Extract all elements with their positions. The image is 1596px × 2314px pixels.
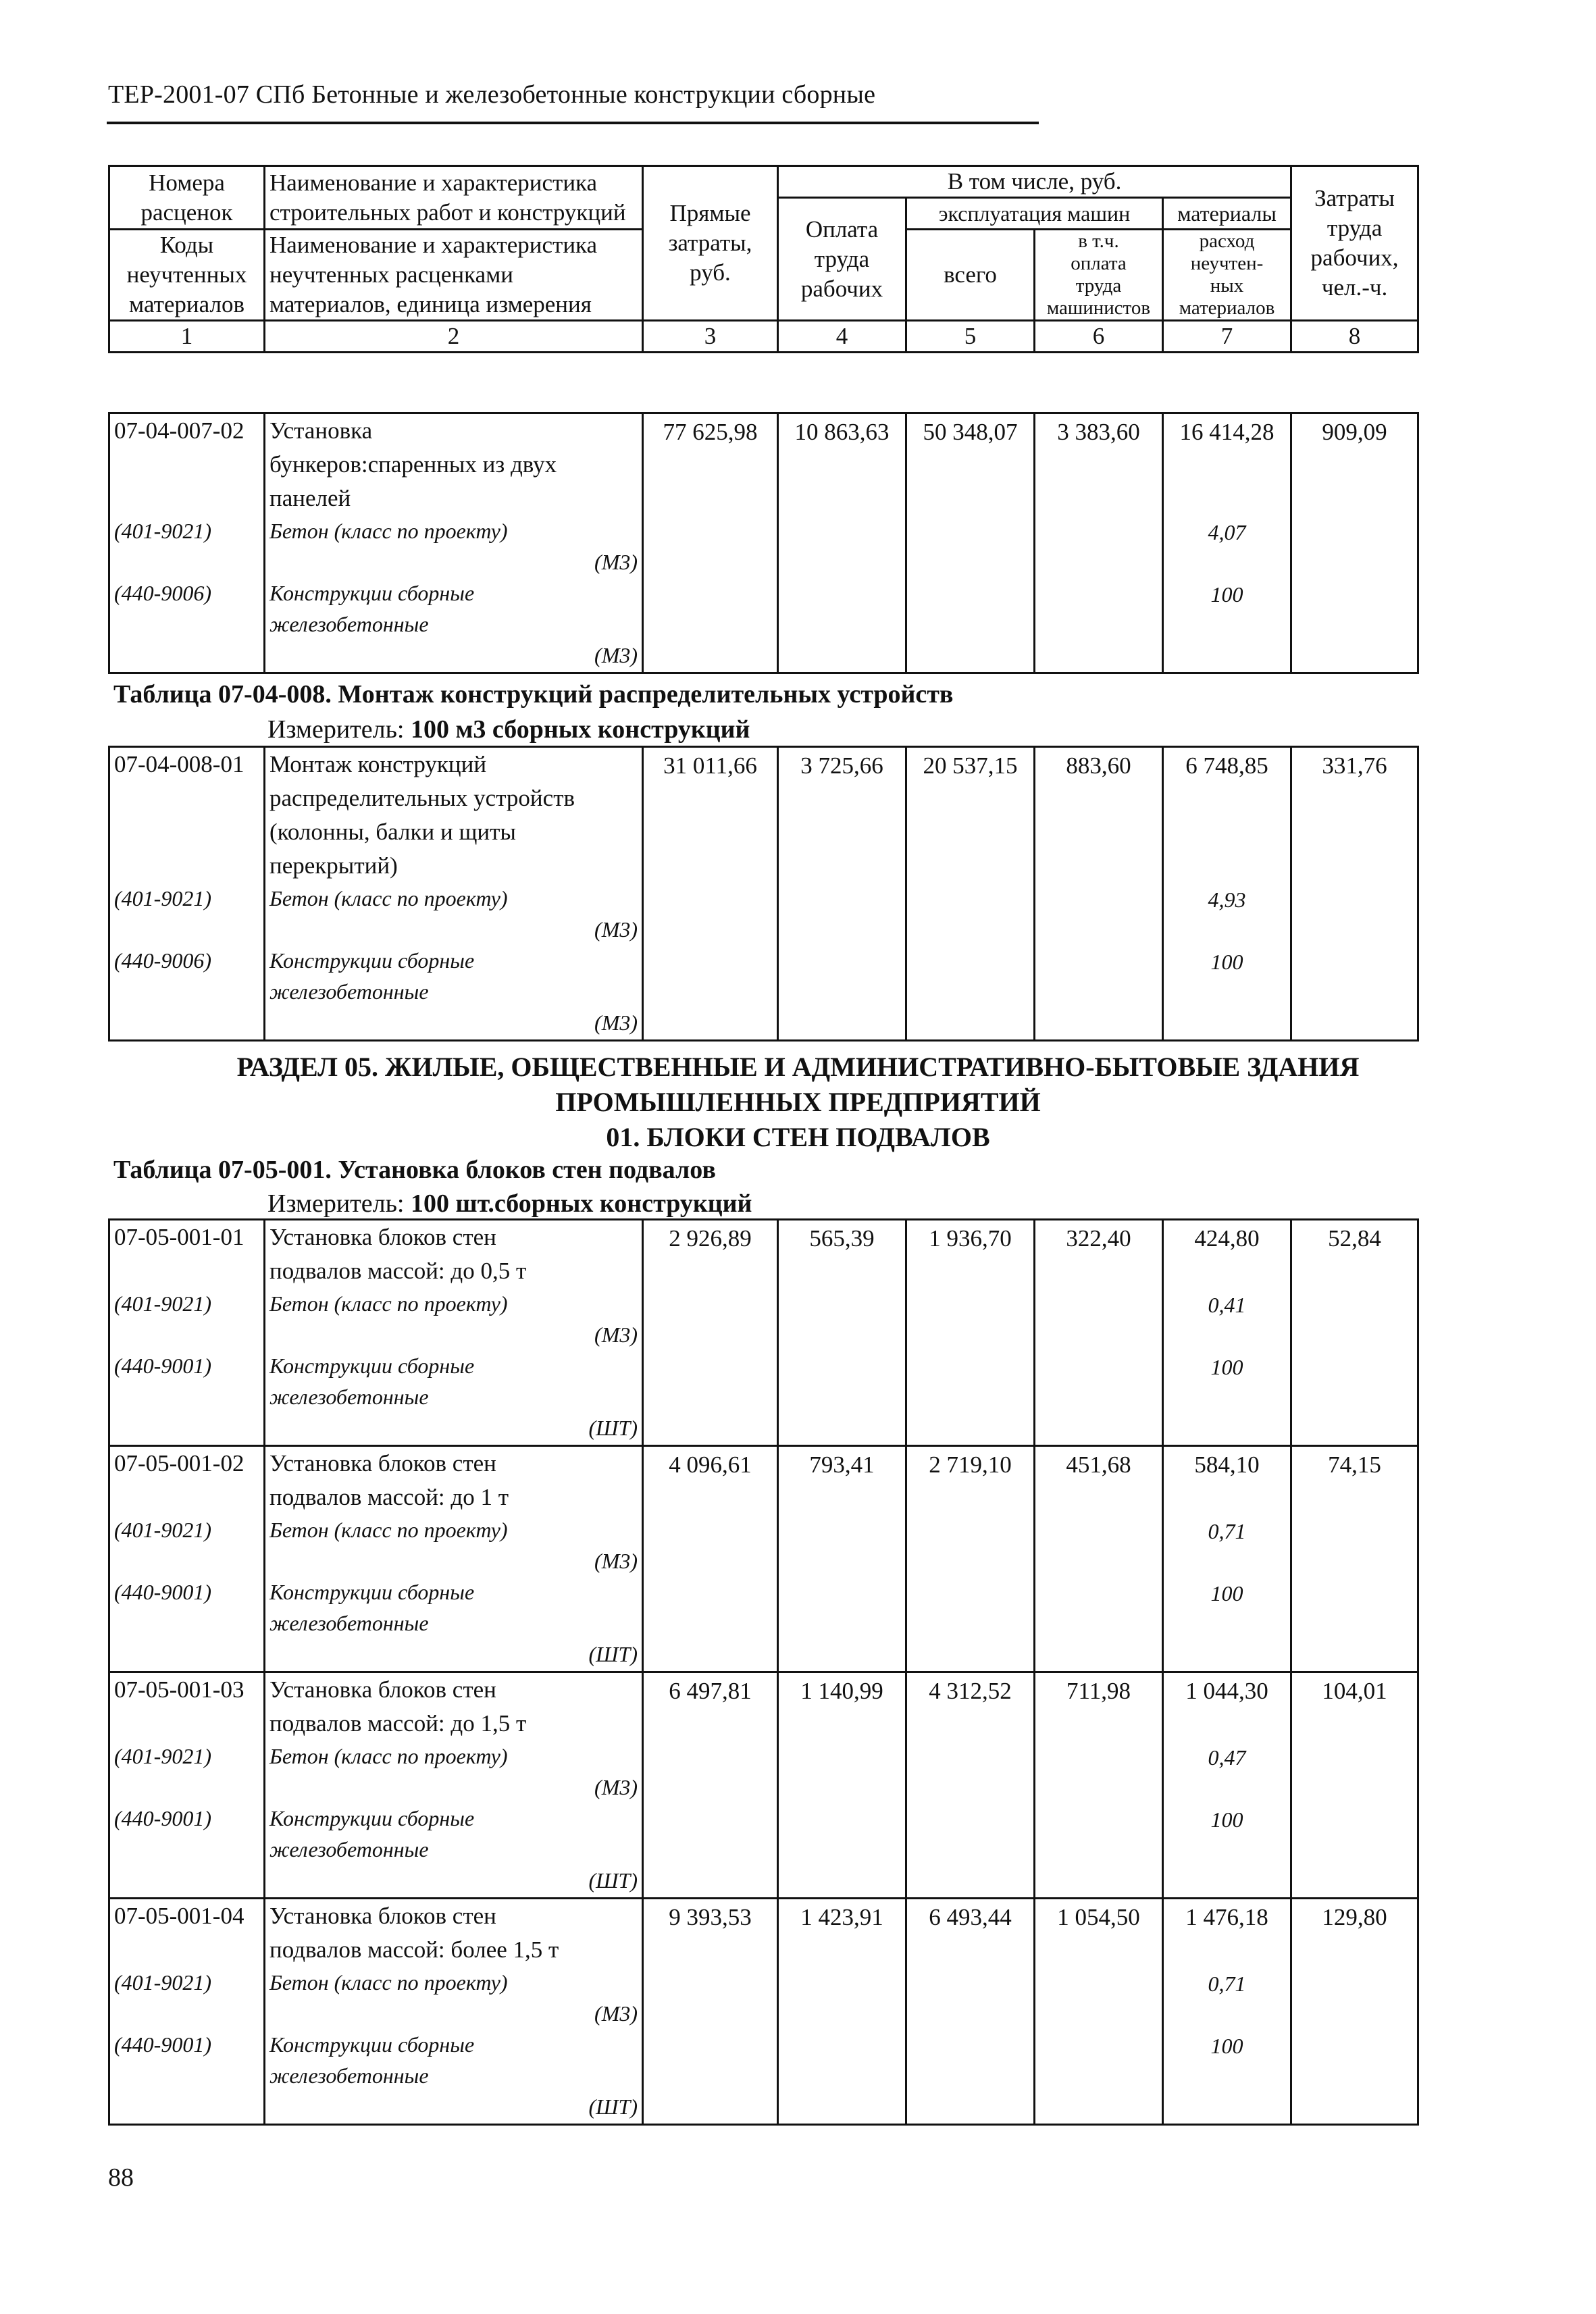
rate-code-cell <box>109 747 265 1041</box>
machines-header: эксплуатация машин <box>906 198 1163 230</box>
rate-name-line: панелей <box>269 485 351 511</box>
material-quantity: 100 <box>1210 1581 1243 1605</box>
material-quantity: 0,71 <box>1208 1972 1246 1996</box>
machines-cost-value: 50 348,07 <box>923 419 1018 445</box>
labor-cost-value: 793,41 <box>809 1451 875 1478</box>
rate-name-line: (колонны, балки и щиты <box>269 819 516 845</box>
page-title: ТЕР-2001-07 СПб Бетонные и железобетонные конструкции сборные <box>108 80 876 109</box>
col-number: 7 <box>1163 321 1291 353</box>
material-quantity: 100 <box>1210 2034 1243 2058</box>
material-quantity: 0,47 <box>1208 1745 1246 1770</box>
col-number: 2 <box>265 321 643 353</box>
material-unit: (ШТ) <box>588 1868 638 1893</box>
material-unit: (М3) <box>594 1549 638 1573</box>
labor-hours-value: 52,84 <box>1328 1225 1381 1252</box>
material-quantity: 4,07 <box>1208 520 1246 544</box>
rate-name-line: подвалов массой: до 1,5 т <box>269 1710 527 1737</box>
labor-hours-value: 129,80 <box>1322 1904 1387 1930</box>
direct-cost-cell <box>643 413 778 673</box>
labor-cost-cell <box>778 1899 906 2125</box>
rate-name-line: перекрытий) <box>269 852 398 879</box>
labor-cost-cell <box>778 413 906 673</box>
direct-cost-value: 2 926,89 <box>669 1225 752 1252</box>
labor-hours-cell <box>1291 413 1418 673</box>
rate-name-line: подвалов массой: до 0,5 т <box>269 1258 527 1284</box>
material-name-line: Бетон (класс по проекту) <box>269 519 508 543</box>
material-code: (440-9006) <box>114 581 211 605</box>
material-name-line: Конструкции сборные <box>269 581 475 605</box>
operators-cost-value: 711,98 <box>1066 1678 1131 1704</box>
operators-cost-value: 1 054,50 <box>1057 1904 1140 1930</box>
direct-cost-value: 31 011,66 <box>663 752 757 779</box>
labor-hours-value: 104,01 <box>1322 1678 1387 1704</box>
col-number: 3 <box>643 321 778 353</box>
material-quantity: 0,41 <box>1208 1293 1246 1317</box>
rates-table-05-001 <box>108 1218 1419 2126</box>
direct-cost-cell <box>643 1446 778 1672</box>
page-number: 88 <box>108 2163 134 2192</box>
col5-header: всего <box>906 230 1035 321</box>
col-number: 4 <box>778 321 906 353</box>
labor-cost-cell <box>778 1446 906 1672</box>
material-code: (401-9021) <box>114 1744 211 1768</box>
subsection-title: 01. БЛОКИ СТЕН ПОДВАЛОВ <box>606 1122 990 1152</box>
col-number: 1 <box>109 321 265 353</box>
labor-hours-value: 909,09 <box>1322 419 1387 445</box>
rate-name-cell <box>265 747 643 1041</box>
labor-hours-value: 331,76 <box>1322 752 1387 779</box>
measure-line: Измеритель: 100 шт.сборных конструкций <box>267 1189 752 1218</box>
labor-cost-value: 565,39 <box>809 1225 875 1252</box>
table-caption: Таблица 07-05-001. Установка блоков стен подвалов <box>113 1156 716 1184</box>
col4-header: Оплата труда рабочих <box>778 198 906 321</box>
material-code: (401-9021) <box>114 886 211 910</box>
rate-code: 07-04-007-02 <box>114 417 244 444</box>
operators-cost-cell <box>1035 1220 1163 1446</box>
material-unit: (М3) <box>594 1322 638 1347</box>
materials-cell <box>1163 1899 1291 2125</box>
machines-cost-cell <box>906 747 1035 1041</box>
material-code: (401-9021) <box>114 1291 211 1316</box>
material-code: (440-9006) <box>114 948 211 973</box>
col-number: 5 <box>906 321 1035 353</box>
rate-name-cell <box>265 1899 643 2125</box>
rate-row <box>109 1672 1418 1899</box>
material-name-line: Бетон (класс по проекту) <box>269 886 508 910</box>
material-unit: (М3) <box>594 550 638 574</box>
operators-cost-cell <box>1035 413 1163 673</box>
material-code: (440-9001) <box>114 1580 211 1604</box>
materials-value: 584,10 <box>1194 1451 1260 1478</box>
direct-cost-value: 4 096,61 <box>669 1451 752 1478</box>
material-quantity: 100 <box>1210 950 1243 974</box>
rate-code: 07-04-008-01 <box>114 751 244 777</box>
rate-name-line: Монтаж конструкций <box>269 751 487 777</box>
labor-hours-cell <box>1291 1220 1418 1446</box>
material-quantity: 100 <box>1210 582 1243 607</box>
col-number: 6 <box>1035 321 1163 353</box>
col6-header: в т.ч. оплата труда машинистов <box>1035 230 1163 321</box>
material-unit: (М3) <box>594 1775 638 1799</box>
direct-cost-value: 77 625,98 <box>663 419 758 445</box>
materials-cell <box>1163 747 1291 1041</box>
rate-row <box>109 747 1418 1041</box>
material-quantity: 100 <box>1210 1807 1243 1832</box>
material-name-line: Бетон (класс по проекту) <box>269 1744 508 1768</box>
material-unit: (М3) <box>594 1010 638 1035</box>
machines-cost-value: 6 493,44 <box>929 1904 1012 1930</box>
rate-code: 07-05-001-01 <box>114 1224 244 1250</box>
rate-name-cell <box>265 1672 643 1899</box>
material-name-line: железобетонные <box>269 1611 429 1635</box>
material-code: (440-9001) <box>114 2032 211 2057</box>
machines-cost-value: 20 537,15 <box>923 752 1018 779</box>
machines-cost-value: 2 719,10 <box>929 1451 1012 1478</box>
operators-cost-cell <box>1035 1672 1163 1899</box>
operators-cost-cell <box>1035 747 1163 1041</box>
rate-row <box>109 1899 1418 2125</box>
rate-row <box>109 1446 1418 1672</box>
direct-cost-cell <box>643 1220 778 1446</box>
rates-table-008 <box>108 746 1419 1042</box>
rate-name-cell <box>265 1220 643 1446</box>
rate-name-cell <box>265 1446 643 1672</box>
rates-table-007 <box>108 412 1419 674</box>
rate-name-line: распределительных устройств <box>269 785 575 811</box>
operators-cost-value: 322,40 <box>1066 1225 1131 1252</box>
col2-header-bottom: Наименование и характеристика неучтенных расценками материалов, единица измерения <box>265 230 643 321</box>
direct-cost-cell <box>643 747 778 1041</box>
machines-cost-cell <box>906 413 1035 673</box>
material-quantity: 4,93 <box>1208 888 1246 912</box>
direct-cost-cell <box>643 1672 778 1899</box>
rate-name-line: Установка блоков стен <box>269 1676 496 1703</box>
direct-cost-value: 6 497,81 <box>669 1678 752 1704</box>
materials-cell <box>1163 1220 1291 1446</box>
materials-value: 1 044,30 <box>1185 1678 1268 1704</box>
rate-code-cell <box>109 1672 265 1899</box>
machines-cost-cell <box>906 1220 1035 1446</box>
rate-name-line: Установка блоков стен <box>269 1224 496 1250</box>
rate-name-line: Установка блоков стен <box>269 1450 496 1476</box>
col1-header-top: Номера расценок <box>109 166 265 230</box>
labor-hours-cell <box>1291 1672 1418 1899</box>
rate-name-cell <box>265 413 643 673</box>
material-quantity: 100 <box>1210 1355 1243 1379</box>
material-unit: (ШТ) <box>588 2094 638 2119</box>
material-unit: (М3) <box>594 917 638 942</box>
material-name-line: Бетон (класс по проекту) <box>269 1291 508 1316</box>
materials-value: 1 476,18 <box>1185 1904 1268 1930</box>
col3-header: Прямые затраты, руб. <box>643 166 778 321</box>
labor-cost-value: 3 725,66 <box>800 752 883 779</box>
machines-cost-cell <box>906 1446 1035 1672</box>
table-caption: Таблица 07-04-008. Монтаж конструкций распределительных устройств <box>113 680 954 709</box>
operators-cost-value: 3 383,60 <box>1057 419 1140 445</box>
material-name-line: Конструкции сборные <box>269 1354 475 1378</box>
rate-row <box>109 1220 1418 1446</box>
material-name-line: железобетонные <box>269 1385 429 1409</box>
direct-cost-cell <box>643 1899 778 2125</box>
materials-value: 6 748,85 <box>1185 752 1268 779</box>
materials-value: 424,80 <box>1194 1225 1260 1252</box>
rate-name-line: бункеров:спаренных из двух <box>269 451 557 478</box>
labor-cost-cell <box>778 1672 906 1899</box>
material-name-line: железобетонные <box>269 612 429 636</box>
materials-cell <box>1163 1446 1291 1672</box>
rate-code-cell <box>109 1899 265 2125</box>
materials-header: материалы <box>1163 198 1291 230</box>
rate-name-line: Установка <box>269 417 373 444</box>
col1-header-bottom: Коды неучтенных материалов <box>109 230 265 321</box>
material-code: (401-9021) <box>114 1518 211 1542</box>
material-code: (401-9021) <box>114 1970 211 1995</box>
labor-hours-cell <box>1291 1899 1418 2125</box>
measure-line: Измеритель: 100 м3 сборных конструкций <box>267 715 750 744</box>
operators-cost-cell <box>1035 1899 1163 2125</box>
operators-cost-value: 883,60 <box>1066 752 1131 779</box>
col-number: 8 <box>1291 321 1418 353</box>
materials-cell <box>1163 413 1291 673</box>
col2-header-top: Наименование и характеристика строительных работ и конструкций <box>265 166 643 230</box>
rate-code: 07-05-001-02 <box>114 1450 244 1476</box>
material-name-line: железобетонные <box>269 1837 429 1861</box>
material-name-line: Бетон (класс по проекту) <box>269 1518 508 1542</box>
labor-hours-cell <box>1291 747 1418 1041</box>
rate-code-cell <box>109 413 265 673</box>
rate-name-line: подвалов массой: более 1,5 т <box>269 1936 559 1963</box>
direct-cost-value: 9 393,53 <box>669 1904 752 1930</box>
material-name-line: железобетонные <box>269 2063 429 2088</box>
labor-cost-value: 1 423,91 <box>800 1904 883 1930</box>
material-unit: (М3) <box>594 643 638 667</box>
labor-cost-cell <box>778 1220 906 1446</box>
operators-cost-value: 451,68 <box>1066 1451 1131 1478</box>
material-name-line: Бетон (класс по проекту) <box>269 1970 508 1995</box>
section-title: РАЗДЕЛ 05. ЖИЛЫЕ, ОБЩЕСТВЕННЫЕ И АДМИНИСТРАТИВНО-БЫТОВЫЕ ЗДАНИЯ <box>236 1052 1360 1082</box>
material-code: (440-9001) <box>114 1806 211 1830</box>
rate-code: 07-05-001-03 <box>114 1676 244 1703</box>
labor-cost-cell <box>778 747 906 1041</box>
operators-cost-cell <box>1035 1446 1163 1672</box>
col7-header: расход неучтен- ных материалов <box>1163 230 1291 321</box>
section-subtitle: ПРОМЫШЛЕННЫХ ПРЕДПРИЯТИЙ <box>555 1087 1041 1117</box>
materials-cell <box>1163 1672 1291 1899</box>
labor-cost-value: 10 863,63 <box>794 419 890 445</box>
material-name-line: железобетонные <box>269 979 429 1004</box>
material-quantity: 0,71 <box>1208 1519 1246 1543</box>
rate-code: 07-05-001-04 <box>114 1903 244 1929</box>
material-name-line: Конструкции сборные <box>269 1806 475 1830</box>
rate-name-line: Установка блоков стен <box>269 1903 496 1929</box>
col8-header: Затраты труда рабочих, чел.-ч. <box>1291 166 1418 321</box>
material-code: (440-9001) <box>114 1354 211 1378</box>
labor-hours-cell <box>1291 1446 1418 1672</box>
labor-cost-value: 1 140,99 <box>800 1678 883 1704</box>
material-name-line: Конструкции сборные <box>269 1580 475 1604</box>
rate-row <box>109 413 1418 673</box>
material-code: (401-9021) <box>114 519 211 543</box>
machines-cost-value: 4 312,52 <box>929 1678 1012 1704</box>
material-unit: (ШТ) <box>588 1642 638 1666</box>
rate-code-cell <box>109 1446 265 1672</box>
rate-name-line: подвалов массой: до 1 т <box>269 1484 509 1510</box>
material-name-line: Конструкции сборные <box>269 2032 475 2057</box>
material-unit: (ШТ) <box>588 1416 638 1440</box>
rate-code-cell <box>109 1220 265 1446</box>
machines-cost-cell <box>906 1672 1035 1899</box>
labor-hours-value: 74,15 <box>1328 1451 1381 1478</box>
material-name-line: Конструкции сборные <box>269 948 475 973</box>
group-header: В том числе, руб. <box>778 166 1291 198</box>
column-header-table <box>108 165 1419 353</box>
materials-value: 16 414,28 <box>1179 419 1275 445</box>
machines-cost-cell <box>906 1899 1035 2125</box>
title-rule <box>107 122 1039 124</box>
machines-cost-value: 1 936,70 <box>929 1225 1012 1252</box>
material-unit: (М3) <box>594 2001 638 2026</box>
